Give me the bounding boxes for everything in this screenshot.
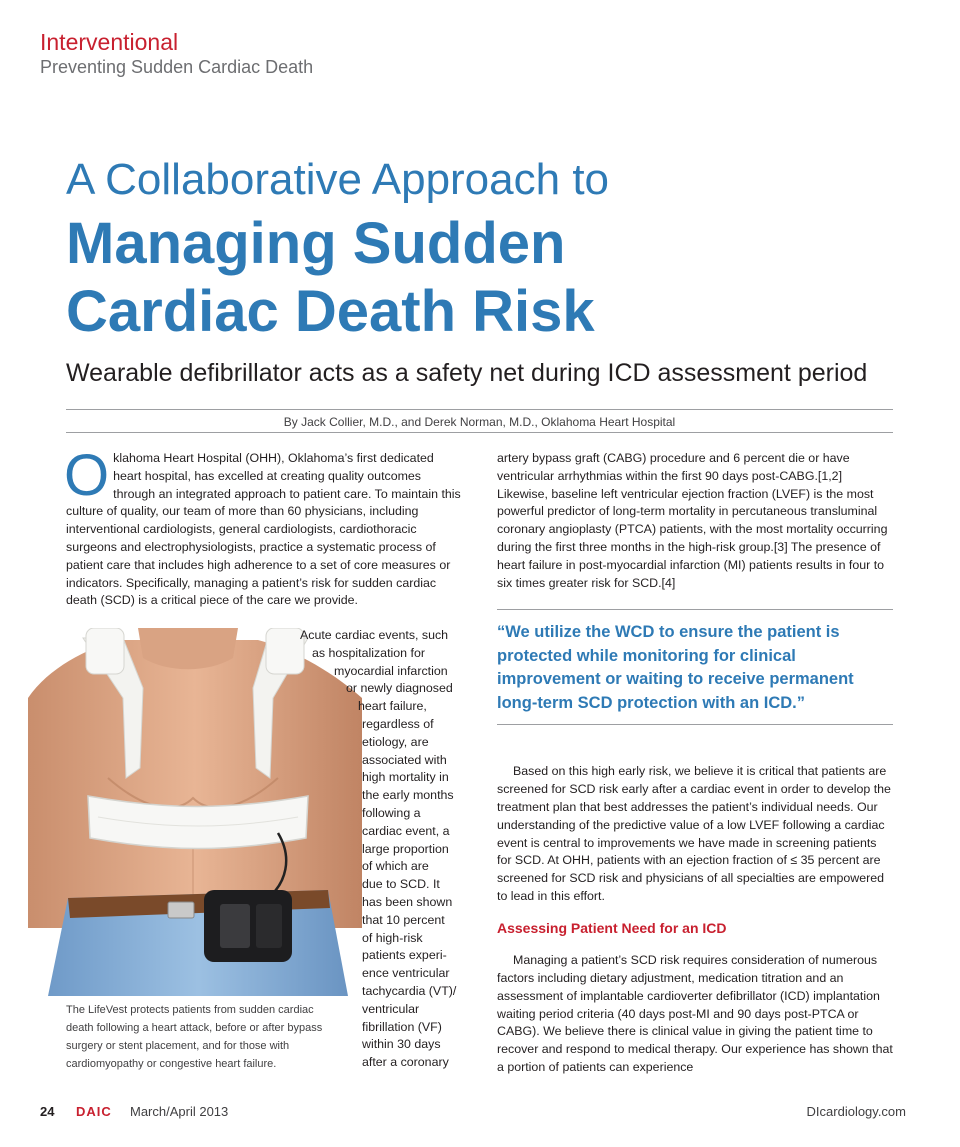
wrap-line: following a xyxy=(362,806,421,820)
article-title-line-1: A Collaborative Approach to xyxy=(66,155,610,204)
lead-paragraph xyxy=(64,443,464,610)
wrap-line: or newly diagnosed xyxy=(346,681,453,696)
photo-caption: The LifeVest protects patients from sudden cardiac death following a heart attack, before or after bypass surgery or stent placement, and for those with cardiomyopathy or congestive heart failure. xyxy=(66,1004,323,1070)
wrap-line: fibrillation (VF) xyxy=(362,1019,442,1034)
paragraph-text: Based on this high early risk, we believe it is critical that patients are screened for SCD risk early after a cardiac event in order to develop the treatment plan that best addresses the patient’s individual needs. Our understanding of the predictive value of a low LVEF following a cardiac event is central to improvements we have made in screening patients for SCD. At OHH, patients with an ejection fraction of ≤ 35 percent are screened for SCD risk and physicians of all specialties are empowered to lead in this effort. xyxy=(497,764,891,903)
wrap-line: tachycardia (VT)/ xyxy=(362,984,457,998)
pull-quote-rule-bottom xyxy=(497,724,893,725)
issue-date: March/April 2013 xyxy=(130,1104,229,1119)
wrap-line: has been shown xyxy=(362,895,453,909)
paragraph-text: artery bypass graft (CABG) procedure and 6 percent die or have ventricular arrhythmias within the first 90 days post-CABG.[1,2] Likewise, baseline left ventricular ejection fraction (LVEF) is the most powerful predictor of long-term mortality in percutaneous transluminal coronary angioplasty (PTCA) patients, with the most mortality occurring during the first three months in the high-risk group.[3] The presence of heart failure in post-myocardial infarction (MI) patients results in four to six times greater risk for SCD.[4] xyxy=(497,451,888,590)
article-title-line-3: Cardiac Death Risk xyxy=(66,279,595,344)
right-column-para-1 xyxy=(497,450,893,592)
wrap-line: myocardial infarction xyxy=(334,663,448,678)
article-subtitle: Wearable defibrillator acts as a safety net during ICD assessment period xyxy=(66,359,868,387)
paragraph-text: Managing a patient’s SCD risk requires consideration of numerous factors including dietary adjustment, medication titration and an assessment of implantable cardioverter defibrillator (ICD) implantation waiting period criteria (40 days post-MI and 90 days post-PTCA or CABG). We believe there is clinical value in giving the patient time to recover and respond to medical therapy. Our experience has shown that a portion of patients can experience xyxy=(497,953,893,1074)
byline-rule-top xyxy=(66,409,893,410)
wrap-line: cardiac event, a xyxy=(362,823,450,838)
wrap-line: the early months xyxy=(362,788,454,803)
wrap-line: associated with xyxy=(362,752,447,767)
wrap-line: ventricular xyxy=(362,1001,420,1016)
right-column-section xyxy=(497,751,893,1089)
wrap-line: heart failure, xyxy=(358,699,427,714)
brand-logo: DAIC xyxy=(76,1104,112,1119)
wrap-line: high mortality in xyxy=(362,770,449,785)
wrap-line: due to SCD. It xyxy=(362,877,440,892)
wrap-line: that 10 percent xyxy=(362,912,445,927)
wrap-line: patients experi- xyxy=(362,948,447,963)
wrap-line: etiology, are xyxy=(362,734,429,749)
page-number: 24 xyxy=(40,1104,55,1119)
wrap-line: regardless of xyxy=(362,717,434,731)
wrap-line: Acute cardiac events, such xyxy=(300,628,449,642)
section-heading: Assessing Patient Need for an ICD xyxy=(497,920,727,937)
byline: By Jack Collier, M.D., and Derek Norman, M.D., Oklahoma Heart Hospital xyxy=(283,415,676,429)
pull-quote-rule-top xyxy=(497,609,893,610)
pull-quote: “We utilize the WCD to ensure the patient is protected while monitoring for clinical improvement or waiting to receive permanent long-term SCD protection with an ICD.” xyxy=(497,623,854,712)
wrap-line: of which are xyxy=(362,859,429,874)
wrap-line: of high-risk xyxy=(362,930,423,945)
lifevest-illustration xyxy=(28,628,362,996)
wrap-line: large proportion xyxy=(362,841,449,856)
drop-cap: O xyxy=(64,443,110,508)
wrap-line: ence ventricular xyxy=(362,966,450,981)
lead-paragraph-text: klahoma Heart Hospital (OHH), Oklahoma’s first dedicated heart hospital, has excelled at creating quality outcomes through an integrated approach to patient care. To maintain this culture of quality, our team of more than 60 physicians, including interventional cardiologists, general cardiologists, cardiothoracic surgeons and electrophysiologists, practice a systematic process of patient care that includes high adherence to a set of core measures or indicators. Specifically, managing a patient’s risk for sudden cardiac death (SCD) is a critical piece of the care we provide. xyxy=(66,451,461,608)
section-subtitle: Preventing Sudden Cardiac Death xyxy=(40,57,314,77)
wrap-line: within 30 days xyxy=(362,1037,441,1052)
lifevest-photo xyxy=(28,628,362,996)
section-label: Interventional xyxy=(40,29,179,55)
article-title-line-2: Managing Sudden xyxy=(66,211,566,276)
website-link[interactable]: DIcardiology.com xyxy=(806,1104,906,1119)
wrap-line: as hospitalization for xyxy=(312,645,425,660)
wrap-line: after a coronary xyxy=(362,1055,449,1070)
byline-rule-bottom xyxy=(66,432,893,433)
